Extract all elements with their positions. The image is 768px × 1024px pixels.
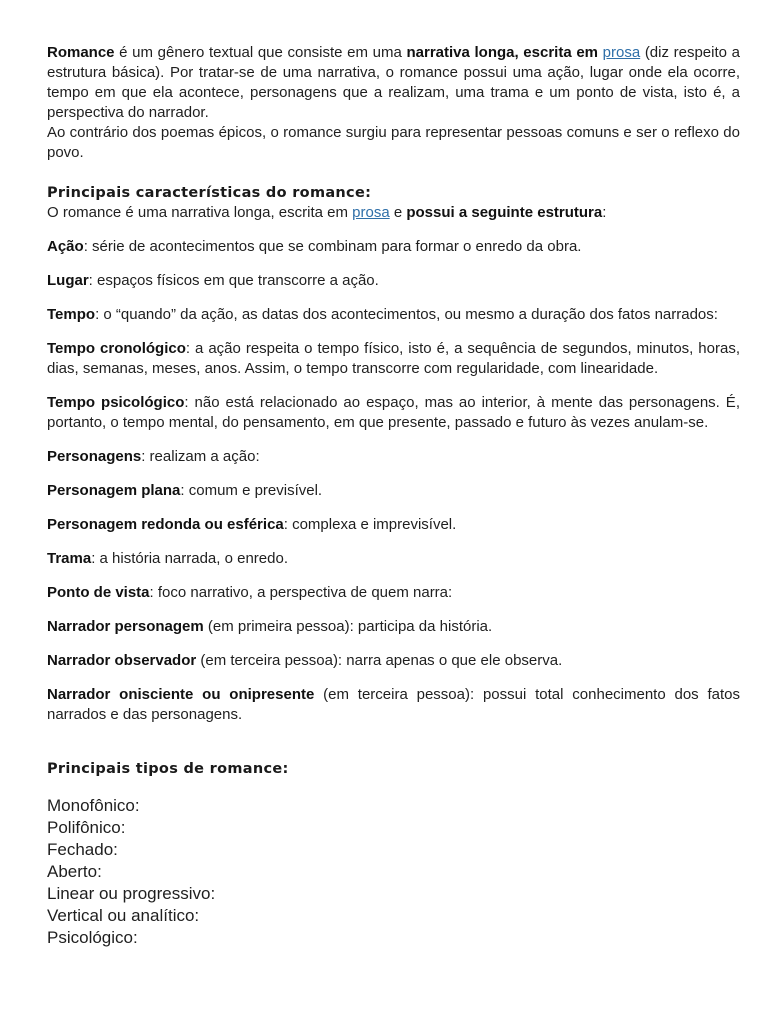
item-text: (em terceira pessoa): narra apenas o que ele observa.	[196, 652, 563, 669]
item-text: : a ação respeita o tempo físico, isto é, a sequência de segundos, minutos, horas, dias, semanas, meses, anos. Assim, o tempo transcorre com regularidade, com linearidade.	[47, 340, 740, 377]
intro-paragraph-1	[47, 43, 740, 123]
lead-text-2: e	[389, 204, 407, 221]
item-text: : a história narrada, o enredo.	[91, 550, 288, 567]
intro-text-1: é um gênero textual que consiste em uma	[114, 44, 407, 61]
item-text: : não está relacionado ao espaço, mas ao interior, à mente das personagens. É, portanto, o tempo mental, do pensamento, em que presente, passado e futuro às vezes anulam-se.	[47, 394, 740, 431]
list-item	[47, 651, 740, 671]
prosa-link[interactable]: prosa	[602, 44, 641, 61]
item-term: Trama	[47, 550, 92, 567]
item-term: Personagem plana	[47, 482, 181, 499]
item-term: Ponto de vista	[47, 584, 150, 601]
item-text: (em terceira pessoa): possui total conhecimento dos fatos narrados e das personagens.	[47, 686, 741, 723]
list-item	[47, 271, 740, 291]
list-item	[47, 685, 740, 725]
item-text: (em primeira pessoa): participa da história.	[203, 618, 493, 635]
item-term: Tempo psicológico	[47, 394, 185, 411]
item-text: : foco narrativo, a perspectiva de quem narra:	[149, 584, 453, 601]
item-text: : complexa e imprevisível.	[283, 516, 457, 533]
item-term: Narrador observador	[47, 652, 197, 669]
item-text: : série de acontecimentos que se combinam para formar o enredo da obra.	[83, 238, 582, 255]
type-item: Linear ou progressivo:	[47, 884, 216, 903]
list-item	[47, 617, 740, 637]
types-list	[47, 795, 740, 949]
intro-text-2: (diz respeito a estrutura básica). Por tratar-se de uma narrativa, o romance possui uma ação, lugar onde ela ocorre, tempo em que ela acontece, personagens que a realizam, uma trama e um ponto de vista, isto é, a perspectiva do narrador.	[47, 44, 740, 121]
list-item	[47, 447, 740, 467]
type-item: Polifônico:	[47, 818, 126, 837]
type-item: Aberto:	[47, 862, 102, 881]
item-term: Personagem redonda ou esférica	[47, 516, 284, 533]
item-text: : realizam a ação:	[141, 448, 260, 465]
document-page	[47, 43, 740, 949]
intro-bold-phrase: narrativa longa, escrita em	[406, 44, 603, 61]
characteristics-heading: Principais características do romance:	[47, 185, 372, 201]
types-heading: Principais tipos de romance:	[47, 761, 289, 777]
list-item	[47, 549, 740, 569]
characteristics-lead	[47, 203, 740, 223]
item-term: Lugar	[47, 272, 89, 289]
type-item: Fechado:	[47, 840, 118, 859]
intro-section	[47, 43, 740, 163]
item-term: Personagens	[47, 448, 142, 465]
list-item	[47, 237, 740, 257]
type-item: Vertical ou analítico:	[47, 906, 200, 925]
lead-text-1: O romance é uma narrativa longa, escrita em	[47, 204, 353, 221]
item-term: Tempo cronológico	[47, 340, 186, 357]
item-term: Ação	[47, 238, 84, 255]
item-term: Narrador onisciente ou onipresente	[47, 686, 315, 703]
item-term: Narrador personagem	[47, 618, 204, 635]
intro-paragraph-2: Ao contrário dos poemas épicos, o romance surgiu para representar pessoas comuns e ser o reflexo do povo.	[47, 124, 740, 161]
type-item: Monofônico:	[47, 796, 140, 815]
list-item	[47, 339, 740, 379]
lead-bold: possui a seguinte estrutura	[406, 204, 603, 221]
prosa-link-2[interactable]: prosa	[352, 204, 390, 221]
list-item	[47, 393, 740, 433]
lead-text-3: :	[602, 204, 607, 221]
item-text: : comum e previsível.	[180, 482, 323, 499]
list-item	[47, 305, 740, 325]
list-item	[47, 515, 740, 535]
list-item	[47, 583, 740, 603]
list-item	[47, 481, 740, 501]
item-term: Tempo	[47, 306, 96, 323]
item-text: : espaços físicos em que transcorre a ação.	[88, 272, 379, 289]
characteristics-list	[47, 237, 740, 725]
type-item: Psicológico:	[47, 928, 138, 947]
term-romance: Romance	[47, 44, 115, 61]
item-text: : o “quando” da ação, as datas dos acontecimentos, ou mesmo a duração dos fatos narrados:	[95, 306, 718, 323]
